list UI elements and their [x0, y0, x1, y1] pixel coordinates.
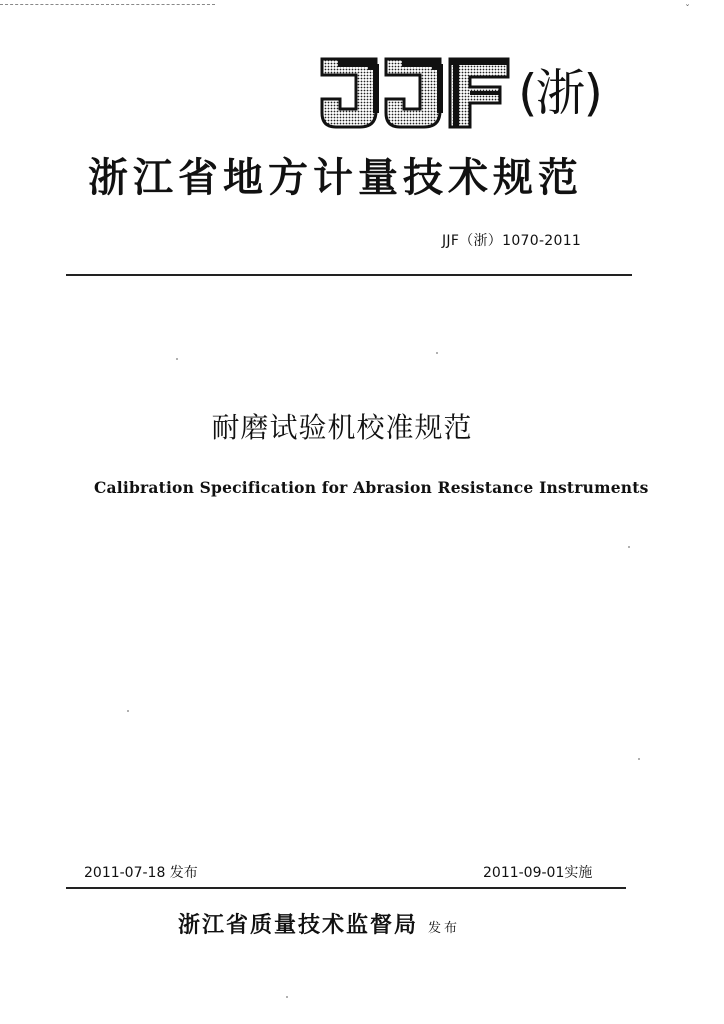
logo-letter-j1 [322, 59, 376, 127]
publisher-suffix: 发布 [428, 921, 461, 936]
logo-letter-f [450, 59, 508, 127]
scan-speck [628, 546, 630, 548]
scan-artifact-line [0, 4, 215, 5]
publisher-name: 浙江省质量技术监督局 [178, 912, 419, 938]
logo-suffix: (浙) [518, 64, 602, 122]
footer-divider [66, 887, 626, 889]
scan-speck [176, 358, 178, 360]
scan-speck [127, 710, 129, 712]
scan-speck [436, 352, 438, 354]
standard-series-title: 浙江省地方计量技术规范 [88, 154, 583, 201]
header-divider [66, 274, 632, 276]
scan-artifact-mark: ˇ [685, 4, 690, 15]
document-code: JJF（浙）1070-2011 [442, 233, 582, 249]
logo-letter-j2 [386, 59, 440, 127]
publisher [178, 908, 460, 939]
jjf-logo-graphic [318, 53, 512, 133]
scan-speck [286, 996, 288, 998]
chinese-title [0, 406, 724, 446]
effective-date: 2011-09-01实施 [483, 865, 593, 881]
chinese-title-text: 耐磨试验机校准规范 [211, 411, 473, 444]
jjf-logo [318, 52, 601, 134]
scan-speck [638, 758, 640, 760]
english-title: Calibration Specification for Abrasion Resistance Instruments [94, 478, 649, 497]
issue-date: 2011-07-18 发布 [84, 865, 198, 881]
